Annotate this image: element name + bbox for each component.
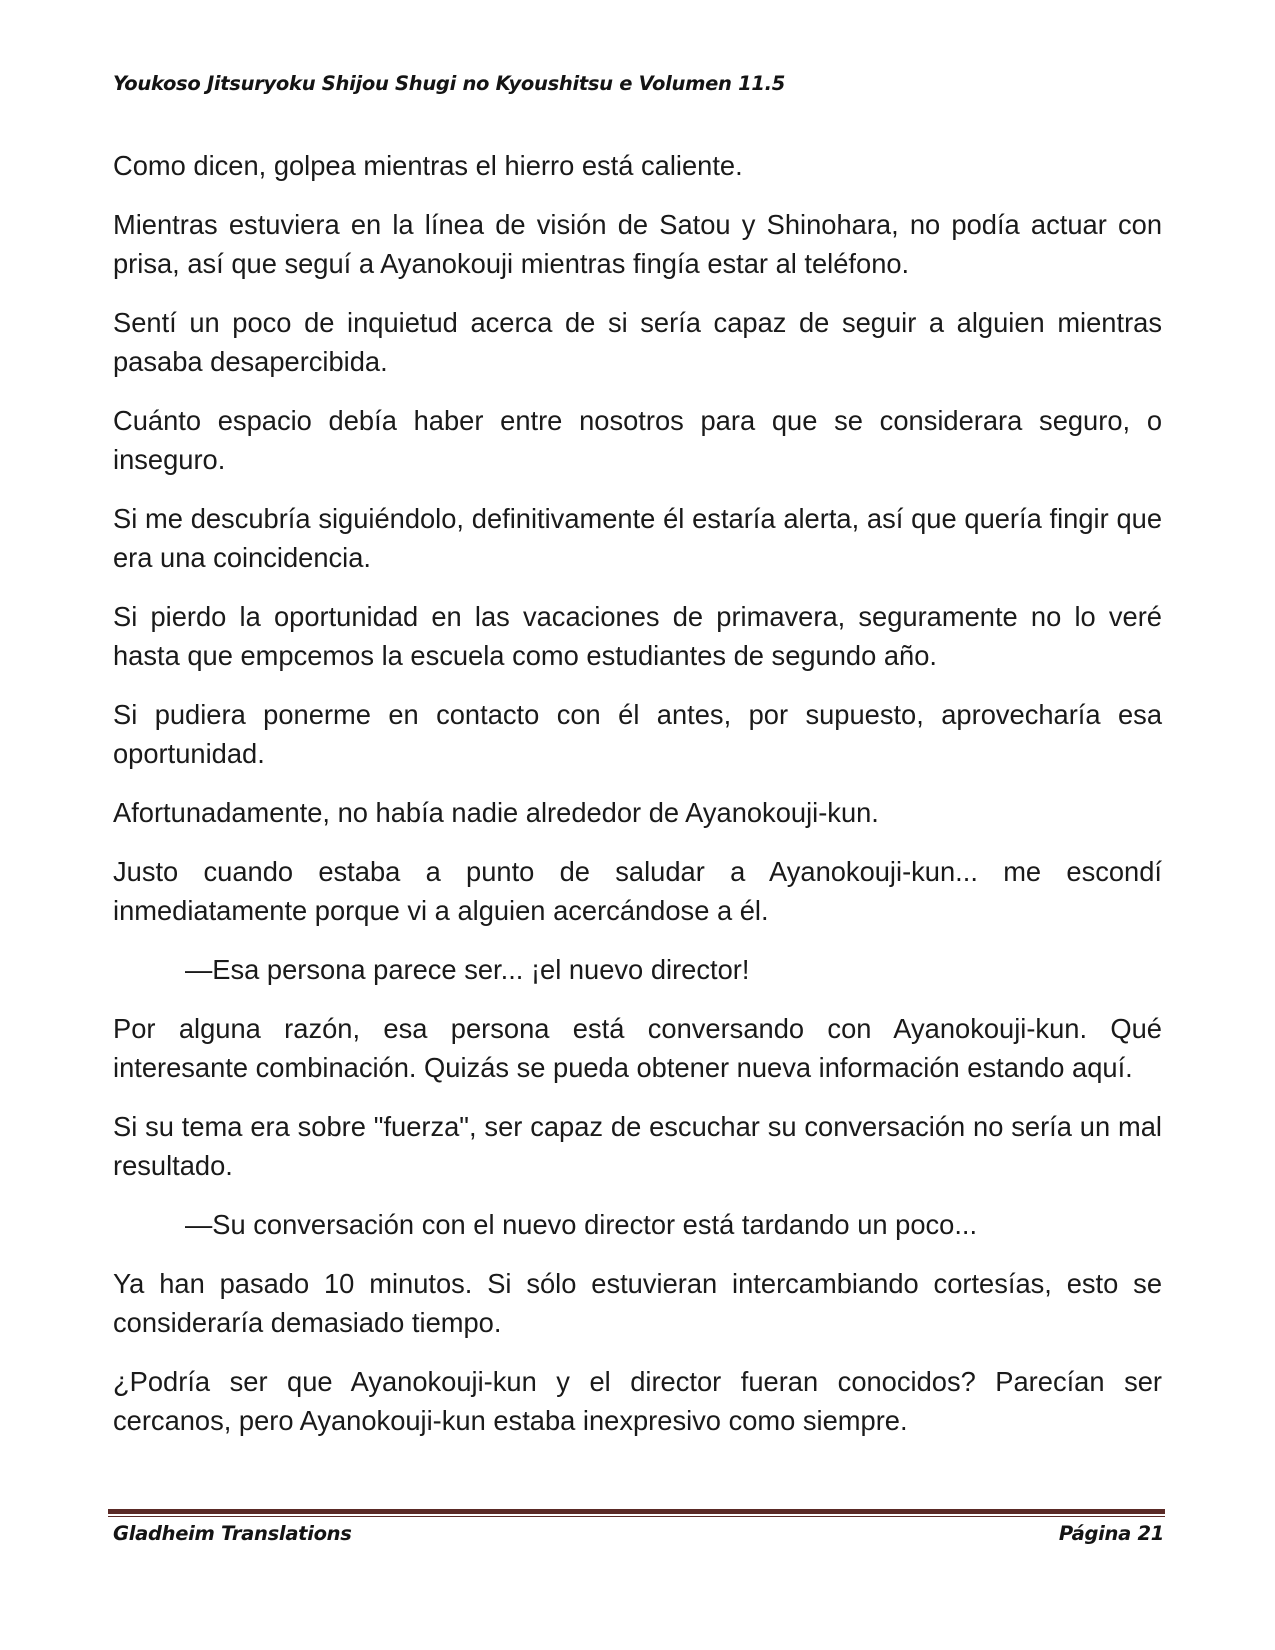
page-header-title: Youkoso Jitsuryoku Shijou Shugi no Kyoushitsu e Volumen 11.5 bbox=[113, 72, 786, 95]
paragraph: Afortunadamente, no había nadie alrededor de Ayanokouji-kun. bbox=[113, 797, 879, 828]
indented-dialogue: —Su conversación con el nuevo director está tardando un poco... bbox=[185, 1209, 978, 1240]
paragraph: Como dicen, golpea mientras el hierro está caliente. bbox=[113, 150, 743, 181]
paragraph: Ya han pasado 10 minutos. Si sólo estuvieran intercambiando cortesías, esto se consideraría demasiado tiempo. bbox=[113, 1268, 1162, 1338]
body-text bbox=[113, 146, 1162, 1460]
paragraph: Si pudiera ponerme en contacto con él antes, por supuesto, aprovecharía esa oportunidad. bbox=[113, 699, 1162, 769]
footer-page-number: Página 21 bbox=[1058, 1522, 1164, 1545]
paragraph: Sentí un poco de inquietud acerca de si sería capaz de seguir a alguien mientras pasaba desapercibida. bbox=[113, 307, 1162, 377]
paragraph: ¿Podría ser que Ayanokouji-kun y el director fueran conocidos? Parecían ser cercanos, pero Ayanokouji-kun estaba inexpresivo como siempre. bbox=[113, 1366, 1162, 1436]
paragraph: Mientras estuviera en la línea de visión de Satou y Shinohara, no podía actuar con prisa, así que seguí a Ayanokouji mientras fingía estar al teléfono. bbox=[113, 209, 1162, 279]
paragraph: Cuánto espacio debía haber entre nosotros para que se considerara seguro, o inseguro. bbox=[113, 405, 1162, 475]
footer-translator-credit: Gladheim Translations bbox=[113, 1522, 352, 1545]
paragraph: Justo cuando estaba a punto de saludar a Ayanokouji-kun... me escondí inmediatamente porque vi a alguien acercándose a él. bbox=[113, 856, 1162, 926]
paragraph: Si pierdo la oportunidad en las vacaciones de primavera, seguramente no lo veré hasta que empcemos la escuela como estudiantes de segundo año. bbox=[113, 601, 1162, 671]
footer-divider bbox=[108, 1509, 1165, 1517]
indented-dialogue: —Esa persona parece ser... ¡el nuevo director! bbox=[185, 954, 750, 985]
paragraph: Si su tema era sobre "fuerza", ser capaz de escuchar su conversación no sería un mal resultado. bbox=[113, 1111, 1162, 1181]
footer-divider-thin-line bbox=[108, 1516, 1165, 1517]
paragraph: Por alguna razón, esa persona está conversando con Ayanokouji-kun. Qué interesante combinación. Quizás se pueda obtener nueva información estando aquí. bbox=[113, 1013, 1162, 1083]
paragraph: Si me descubría siguiéndolo, definitivamente él estaría alerta, así que quería fingir que era una coincidencia. bbox=[113, 503, 1162, 573]
